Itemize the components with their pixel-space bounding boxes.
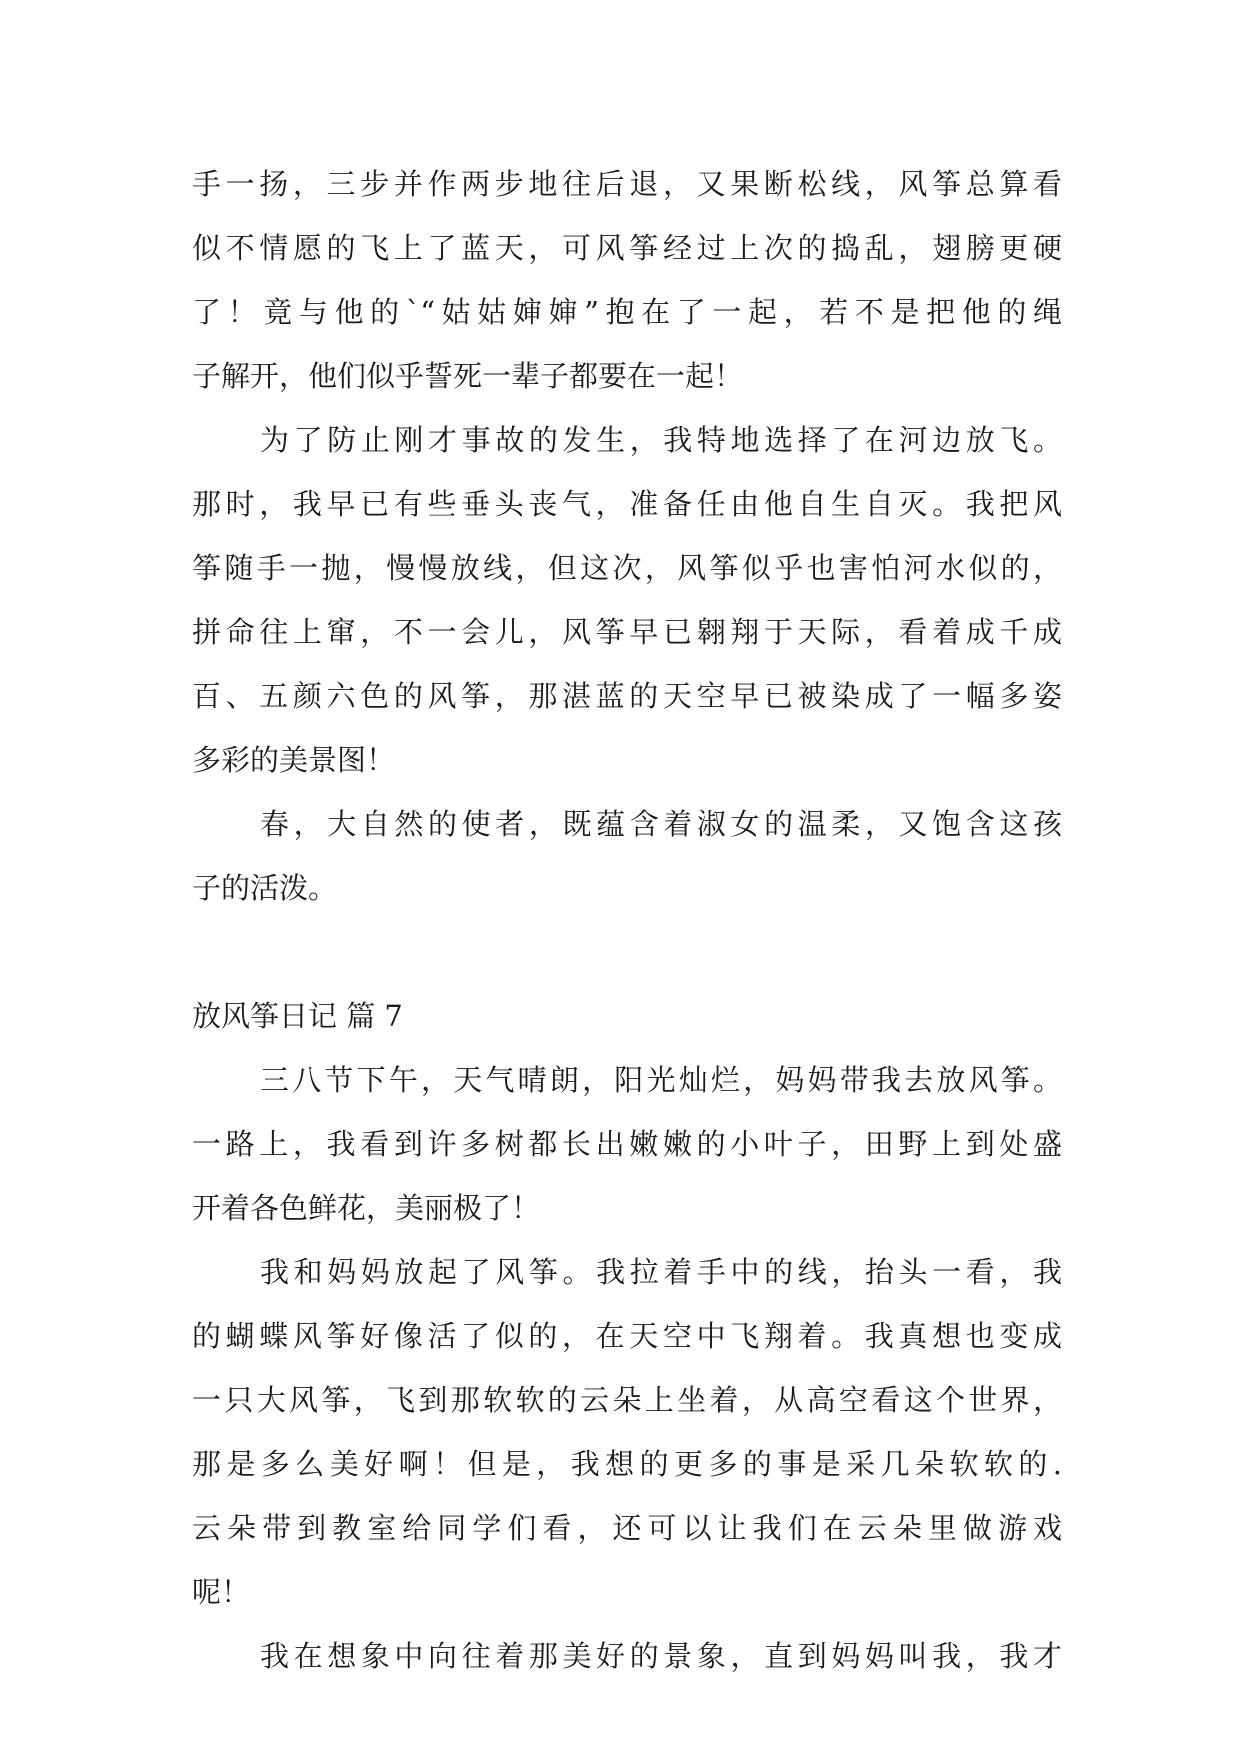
text-line: 多彩的美景图！ bbox=[192, 743, 396, 777]
text-line: 开着各色鲜花，美丽极了！ bbox=[192, 1191, 541, 1225]
text-line: 为了防止刚才事故的发生，我特地选择了在河边放飞。 bbox=[260, 423, 1062, 457]
text-line: 云朵带到教室给同学们看，还可以让我们在云朵里做游戏 bbox=[192, 1511, 1062, 1545]
text-line: 筝随手一抛，慢慢放线，但这次，风筝似乎也害怕河水似的， bbox=[192, 551, 1062, 585]
paragraph bbox=[192, 1048, 1062, 1240]
text-line: 的蝴蝶风筝好像活了似的，在天空中飞翔着。我真想也变成 bbox=[192, 1319, 1062, 1353]
text-line: 子解开，他们似乎誓死一辈子都要在一起！ bbox=[192, 359, 744, 393]
text-line: 那是多么美好啊！但是，我想的更多的事是采几朵软软的. bbox=[192, 1447, 1062, 1481]
text-line: 那时，我早已有些垂头丧气，准备任由他自生自灭。我把风 bbox=[192, 487, 1062, 521]
text-line: 我在想象中向往着那美好的景象，直到妈妈叫我，我才 bbox=[260, 1639, 1062, 1673]
paragraph bbox=[192, 152, 1062, 408]
text-line: 手一扬，三步并作两步地往后退，又果断松线，风筝总算看 bbox=[192, 167, 1062, 201]
text-line: 了！竟与他的`“姑姑婶婶”抱在了一起，若不是把他的绳 bbox=[192, 295, 1062, 329]
text-line: 一路上，我看到许多树都长出嫩嫩的小叶子，田野上到处盛 bbox=[192, 1127, 1062, 1161]
text-line: 百、五颜六色的风筝，那湛蓝的天空早已被染成了一幅多姿 bbox=[192, 679, 1062, 713]
text-line: 春，大自然的使者，既蕴含着淑女的温柔，又饱含这孩 bbox=[260, 807, 1062, 841]
paragraph bbox=[192, 792, 1062, 920]
text-line: 我和妈妈放起了风筝。我拉着手中的线，抬头一看，我 bbox=[260, 1255, 1062, 1289]
text-line: 三八节下午，天气晴朗，阳光灿烂，妈妈带我去放风筝。 bbox=[260, 1063, 1062, 1097]
paragraph bbox=[192, 1240, 1062, 1624]
document-body bbox=[192, 152, 1062, 1688]
section-gap bbox=[192, 920, 1062, 984]
paragraph bbox=[192, 1624, 1062, 1688]
text-line: 子的活泼。 bbox=[192, 871, 338, 905]
section-heading: 放风筝日记 篇 7 bbox=[192, 999, 403, 1033]
text-line: 呢！ bbox=[192, 1575, 251, 1609]
text-line: 一只大风筝，飞到那软软的云朵上坐着，从高空看这个世界， bbox=[192, 1383, 1062, 1417]
text-line: 似不情愿的飞上了蓝天，可风筝经过上次的捣乱，翅膀更硬 bbox=[192, 231, 1062, 265]
text-line: 拼命往上窜，不一会儿，风筝早已翱翔于天际，看着成千成 bbox=[192, 615, 1062, 649]
paragraph bbox=[192, 408, 1062, 792]
